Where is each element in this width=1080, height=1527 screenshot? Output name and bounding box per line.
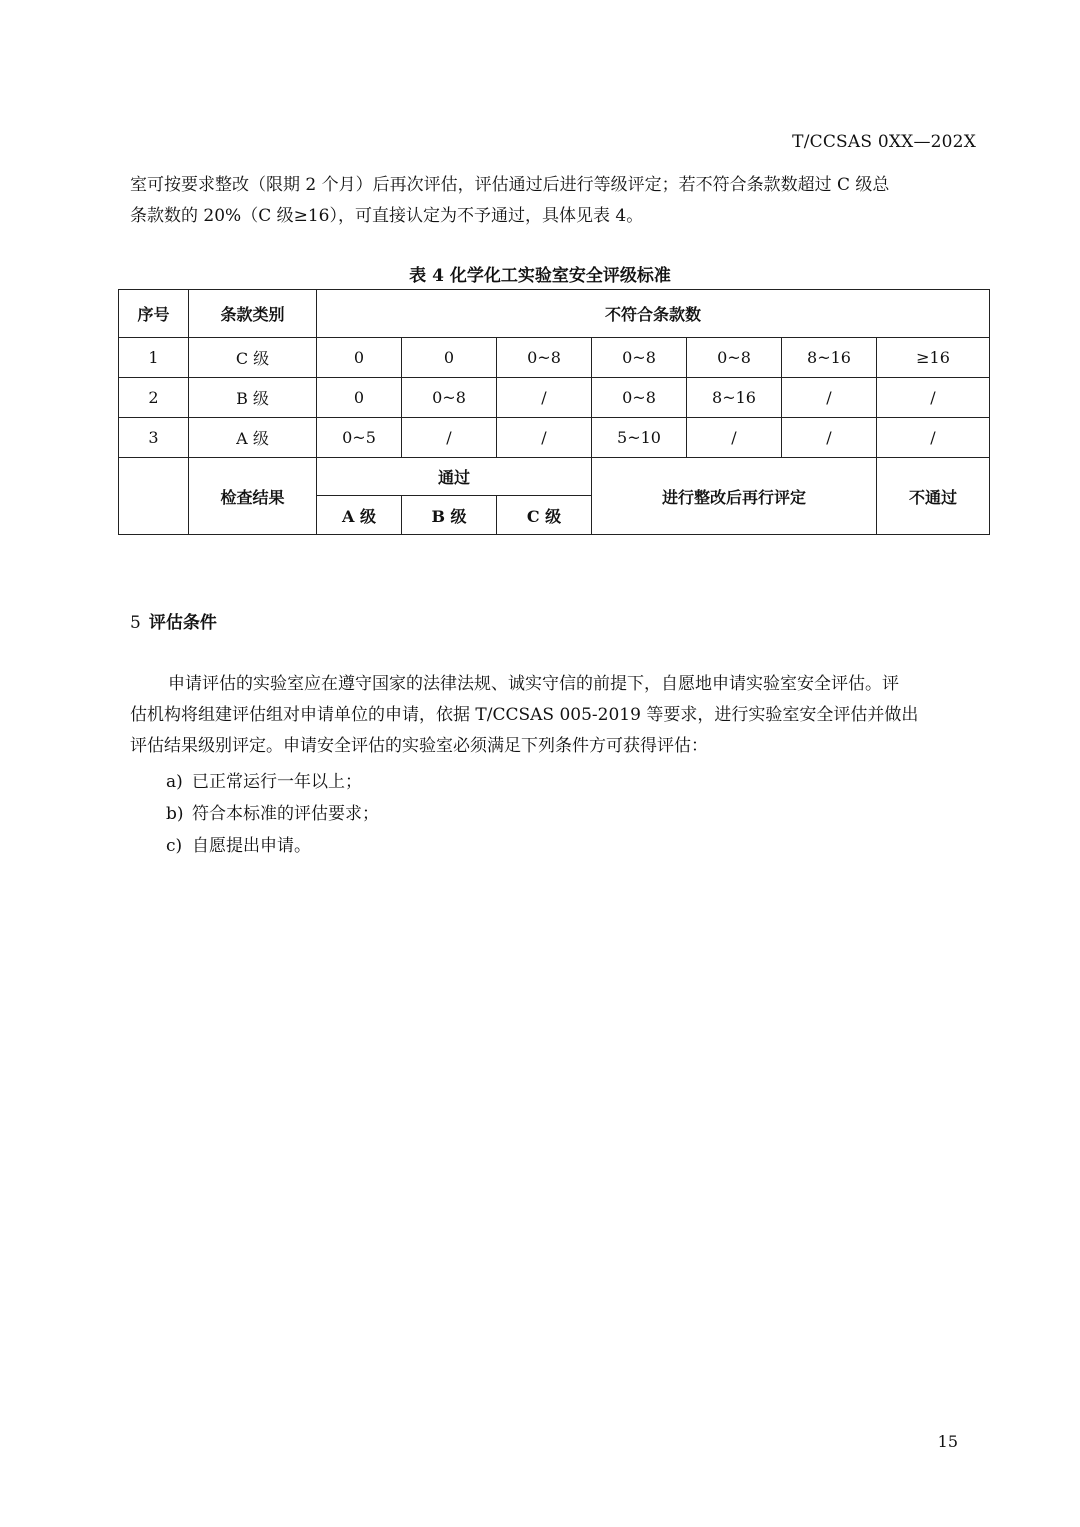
cell-value: 0~5 <box>317 418 402 458</box>
cell-value: 0 <box>317 338 402 378</box>
section-number: 5 <box>130 613 141 633</box>
list-marker: a) <box>166 772 183 792</box>
result-row-top <box>119 458 990 496</box>
table-caption: 表 4 化学化工实验室安全评级标准 <box>409 266 671 286</box>
section-title: 评估条件 <box>148 613 217 633</box>
header-seq: 序号 <box>119 290 189 338</box>
cell-category: C 级 <box>189 338 317 378</box>
header-category: 条款类别 <box>189 290 317 338</box>
result-label: 检查结果 <box>189 458 317 535</box>
cell-value: / <box>402 418 497 458</box>
list-marker: b) <box>166 804 184 824</box>
cell-value: / <box>877 418 990 458</box>
cell-value: 8~16 <box>687 378 782 418</box>
page-number: 15 <box>937 1432 958 1451</box>
table-header-row <box>119 290 990 338</box>
cell-seq: 1 <box>119 338 189 378</box>
table-row <box>119 418 990 458</box>
cell-category: B 级 <box>189 378 317 418</box>
result-seq-empty <box>119 458 189 535</box>
list-text: 自愿提出申请。 <box>192 836 311 856</box>
intro-line: 条款数的 20%（C 级≥16），可直接认定为不予通过，具体见表 4。 <box>130 206 644 226</box>
list-item <box>166 830 379 862</box>
intro-line: 室可按要求整改（限期 2 个月）后再次评估，评估通过后进行等级评定；若不符合条款数超过 C 级总 <box>130 175 890 195</box>
cell-value: ≥16 <box>877 338 990 378</box>
result-grade-c: C 级 <box>497 496 592 535</box>
paragraph-line: 评估结果级别评定。申请安全评估的实验室必须满足下列条件方可获得评估： <box>130 736 708 756</box>
list-item <box>166 766 379 798</box>
list-text: 符合本标准的评估要求； <box>192 804 379 824</box>
list-marker: c) <box>166 836 183 856</box>
cell-value: 0 <box>402 338 497 378</box>
cell-value: / <box>497 418 592 458</box>
cell-value: 8~16 <box>782 338 877 378</box>
result-pass: 通过 <box>317 458 592 496</box>
cell-value: 0~8 <box>592 338 687 378</box>
paragraph-line: 申请评估的实验室应在遵守国家的法律法规、诚实守信的前提下，自愿地申请实验室安全评估。评 <box>168 674 899 694</box>
cell-seq: 3 <box>119 418 189 458</box>
section-heading <box>130 608 217 633</box>
result-fail: 不通过 <box>877 458 990 535</box>
condition-list <box>166 766 379 862</box>
header-noncompliant: 不符合条款数 <box>317 290 990 338</box>
list-item <box>166 798 379 830</box>
cell-value: / <box>877 378 990 418</box>
table-row <box>119 378 990 418</box>
list-text: 已正常运行一年以上； <box>192 772 362 792</box>
document-code: T/CCSAS 0XX—202X <box>792 132 976 152</box>
safety-grading-table <box>118 289 990 535</box>
cell-value: 0~8 <box>497 338 592 378</box>
intro-paragraph <box>130 170 980 232</box>
cell-value: 5~10 <box>592 418 687 458</box>
section-paragraph <box>130 669 980 762</box>
cell-value: / <box>782 418 877 458</box>
paragraph-line: 估机构将组建评估组对申请单位的申请，依据 T/CCSAS 005-2019 等要求，进行实验室安全评估并做出 <box>130 705 919 725</box>
result-rectify: 进行整改后再行评定 <box>592 458 877 535</box>
cell-value: 0~8 <box>687 338 782 378</box>
cell-value: / <box>497 378 592 418</box>
cell-category: A 级 <box>189 418 317 458</box>
cell-value: 0 <box>317 378 402 418</box>
cell-value: / <box>687 418 782 458</box>
result-grade-a: A 级 <box>317 496 402 535</box>
cell-value: / <box>782 378 877 418</box>
table-row <box>119 338 990 378</box>
cell-seq: 2 <box>119 378 189 418</box>
result-grade-b: B 级 <box>402 496 497 535</box>
cell-value: 0~8 <box>592 378 687 418</box>
cell-value: 0~8 <box>402 378 497 418</box>
